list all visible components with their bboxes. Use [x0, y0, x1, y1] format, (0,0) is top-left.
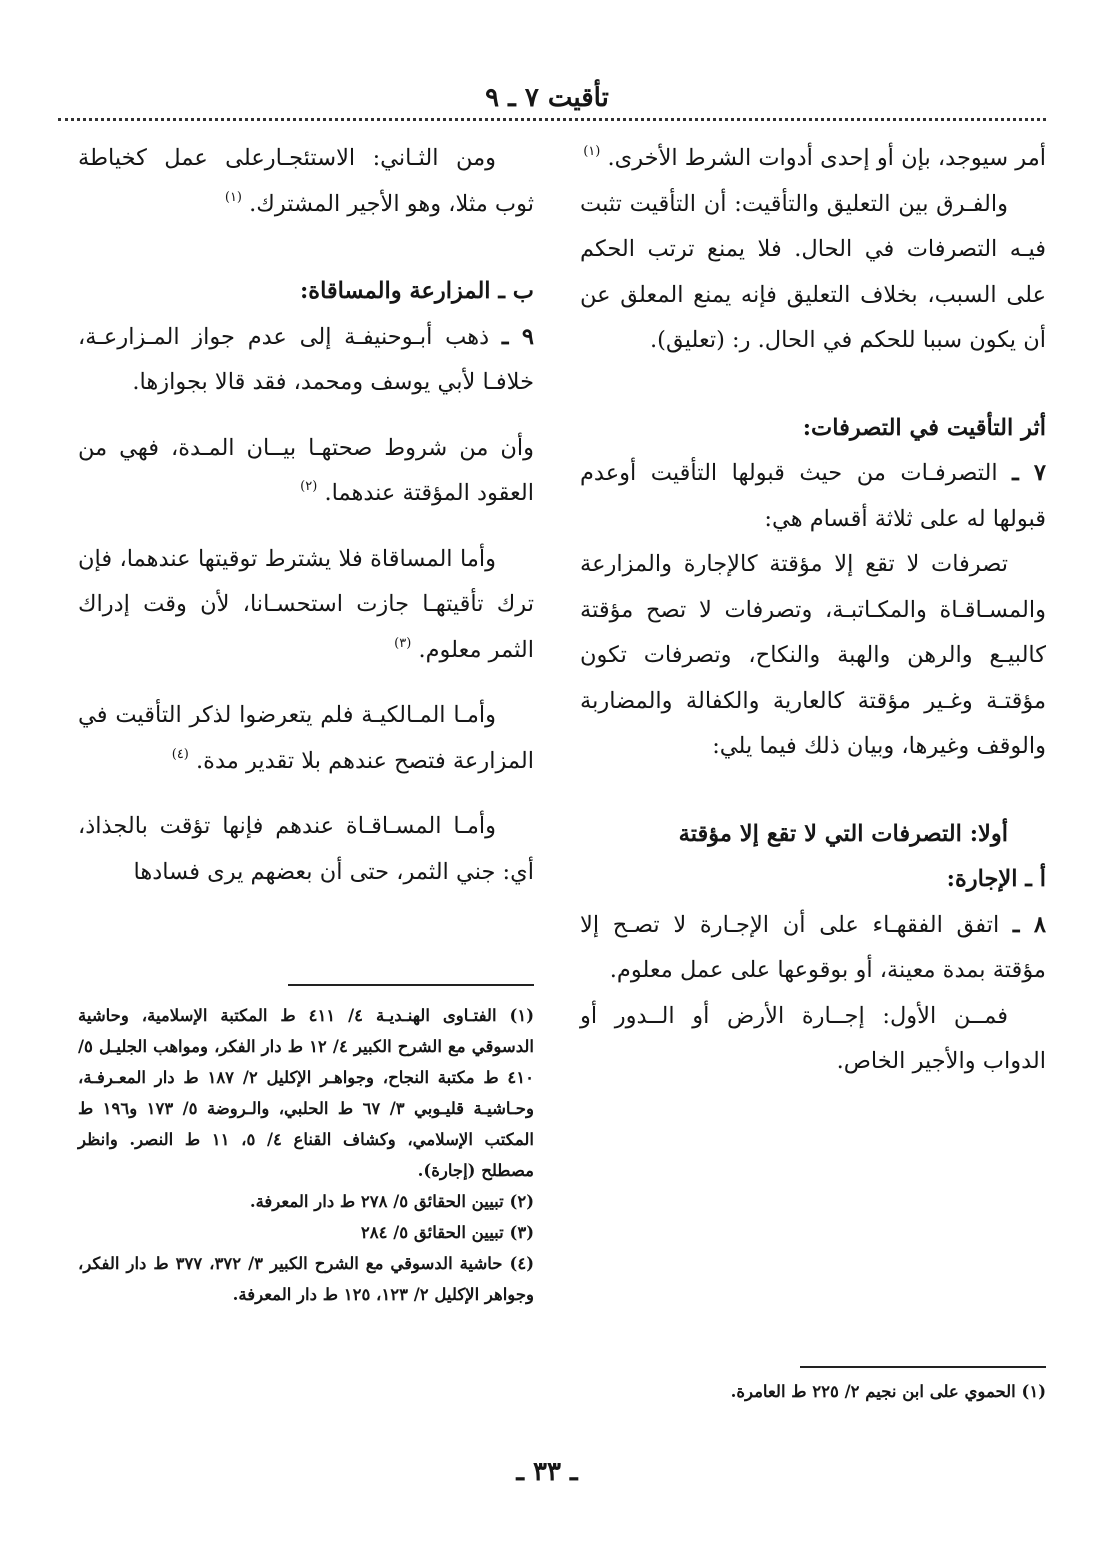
footnotes-right	[580, 1376, 1046, 1407]
footnote: (١) الفتـاوى الهنـديـة ٤/ ٤١١ ط المكتبة الإسلامية، وحاشية الدسوقي مع الشرح الكبير ٤/ ١٢ ط دار الفكر، ومواهب الجليـل ٥/ ٤١٠ ط مكتبة النجاح، وجواهـر الإكليل ٢/ ١٨٧ ط دار المعـرفـة، وحـاشيـة قليـوبي ٣/ ٦٧ ط الحلبي، والـروضة ٥/ ١٧٣ و١٩٦ ط المكتب الإسلامي، وكشاف القناع ٤/ ٥، ١١ ط النصر. وانظر مصطلح (إجارة).	[78, 1006, 534, 1180]
page-number: ـ ٣٣ ـ	[516, 1457, 578, 1487]
left-column	[78, 136, 534, 895]
paragraph: ومن الثـاني: الاستئجـارعلى عمل كخياطة ثوب مثلا، وهو الأجير المشترك. $^{(١)}$	[78, 145, 534, 217]
paragraph: وأن من شروط صحتهـا بيــان المـدة، فهي من العقود المؤقتة عندهما. $^{(٢)}$	[78, 434, 534, 506]
footnote-divider	[288, 984, 534, 986]
footnotes-left	[78, 1000, 534, 1310]
page-title: تأقيت ٧ ـ ٩	[485, 83, 609, 113]
subsection-heading: أ ـ الإجارة:	[946, 866, 1046, 892]
paragraph: وأمـا المـالكيـة فلم يتعرضوا لذكر التأقيت في المزارعة فتصح عندهم بلا تقدير مدة. $^{(٤)}$	[78, 702, 534, 774]
footnote-divider	[800, 1366, 1046, 1368]
footnote-ref: (١)	[224, 189, 242, 205]
paragraph: ٧ ـ التصرفـات من حيث قبولها التأقيت أوعدم قبولها له على ثلاثة أقسام هي:	[580, 460, 1046, 532]
section-heading: ب ـ المزارعة والمساقاة:	[299, 278, 534, 304]
footnote: (٢) تبيين الحقائق ٥/ ٢٧٨ ط دار المعرفة.	[249, 1192, 534, 1211]
paragraph: وأما المساقاة فلا يشترط توقيتها عندهما، فإن ترك تأقيتهـا جازت استحسـانا، لأن وقت إدراك الثمر معلوم. $^{(٣)}$	[78, 545, 534, 663]
paragraph-number: ٨ ـ	[1012, 911, 1046, 938]
header-divider	[58, 118, 1046, 121]
footnote-ref: (٤)	[171, 746, 189, 762]
paragraph-number: ٩ ـ	[501, 323, 534, 350]
paragraph: وأمـا المسـاقـاة عندهم فإنها تؤقت بالجذاذ، أي: جني الثمر، حتى أن بعضهم يرى فسادها	[78, 813, 534, 885]
right-column	[580, 136, 1046, 1085]
footnote-ref: (١)	[583, 144, 601, 159]
paragraph: تصرفات لا تقع إلا مؤقتة كالإجارة والمزارعة والمسـاقـاة والمكـاتبـة، وتصرفات لا تصح مؤقتة كالبيـع والرهن والهبة والنكاح، وتصرفات تكون مؤقتـة وغـير مؤقتة كالعارية والكفالة والمضاربة والوقف وغيرها، وبيان ذلك فيما يلي:	[580, 551, 1046, 759]
paragraph: أمر سيوجد، بإن أو إحدى أدوات الشرط الأخرى. $^{(١)}$	[583, 144, 1046, 171]
footnote: (١) الحموي على ابن نجيم ٢/ ٢٢٥ ط العامرة.	[730, 1382, 1046, 1401]
paragraph: والفـرق بين التعليق والتأقيت: أن التأقيت تثبت فيـه التصرفات في الحال. فلا يمنع ترتب الحكم على السبب، بخلاف التعليق فإنه يمنع المعلق عن أن يكون سببا للحكم في الحال. ر: (تعليق).	[580, 190, 1046, 353]
section-heading: أثر التأقيت في التصرفات:	[802, 414, 1046, 441]
paragraph: فمــن الأول: إجــارة الأرض أو الــدور أو الدواب والأجير الخاص.	[580, 1002, 1046, 1074]
footnote: (٤) حاشية الدسوقي مع الشرح الكبير ٣/ ٣٧٢، ٣٧٧ ط دار الفكر، وجواهر الإكليل ٢/ ١٢٣، ١٢٥ ط دار المعرفة.	[78, 1254, 534, 1304]
paragraph: ٩ ـ ذهب أبـوحنيفـة إلى عدم جواز المـزارعـة، خلافـا لأبي يوسف ومحمد، فقد قالا بجوازها.	[78, 323, 534, 395]
footnote: (٣) تبيين الحقائق ٥/ ٢٨٤	[360, 1223, 534, 1242]
section-heading: أولا: التصرفات التي لا تقع إلا مؤقتة	[678, 820, 1008, 847]
footnote-ref: (٢)	[300, 479, 318, 494]
footnote-ref: (٣)	[394, 635, 412, 651]
paragraph-number: ٧ ـ	[1012, 460, 1046, 486]
paragraph: ٨ ـ اتفق الفقهـاء على أن الإجـارة لا تصـح إلا مؤقتة بمدة معينة، أو بوقوعها على عمل معلوم.	[580, 911, 1046, 983]
